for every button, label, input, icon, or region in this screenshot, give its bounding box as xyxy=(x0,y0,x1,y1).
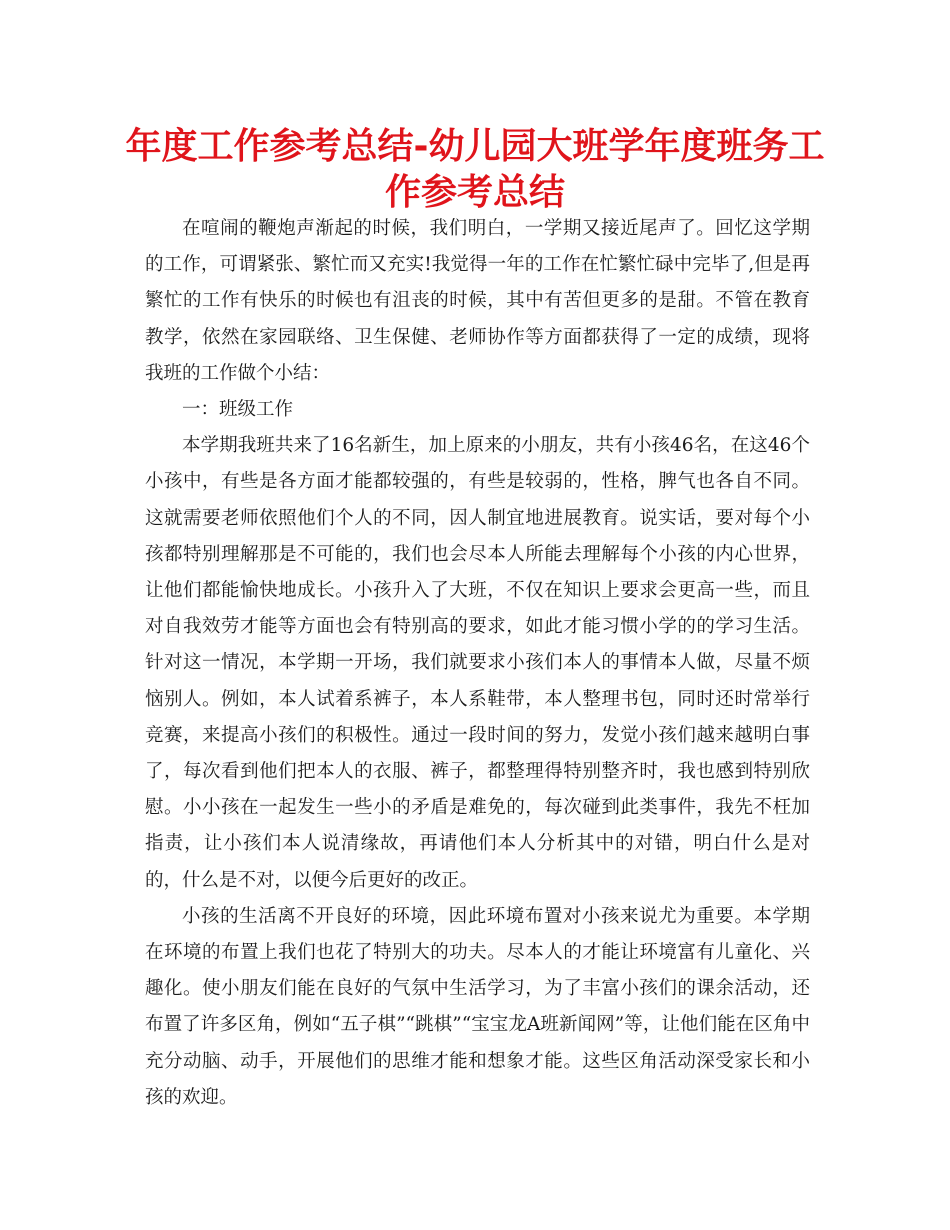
paragraph-environment: 小孩的生活离不开良好的环境，因此环境布置对小孩来说尤为重要。本学期在环境的布置上我们也花了特别大的功夫。尽本人的才能让环境富有儿童化、兴趣化。使小朋友们能在良好的气氛中生活学习，为了丰富小孩们的课余活动，还布置了许多区角，例如“五子棋”“跳棋”“宝宝龙A班新闻网”等，让他们能在区角中充分动脑、动手，开展他们的思维才能和想象才能。这些区角活动深受家长和小孩的欢迎。 xyxy=(145,905,810,1108)
section-heading-class-work: 一：班级工作 xyxy=(182,399,294,421)
paragraph-intro: 在喧闹的鞭炮声渐起的时候，我们明白，一学期又接近尾声了。回忆这学期的工作，可谓紧张、繁忙而又充实!我觉得一年的工作在忙繁忙碌中完毕了,但是再繁忙的工作有快乐的时候也有沮丧的时候，其中有苦但更多的是甜。不管在教育教学，依然在家园联络、卫生保健、老师协作等方面都获得了一定的成绩，现将我班的工作做个小结： xyxy=(145,218,810,384)
paragraph-class-work: 本学期我班共来了16名新生，加上原来的小朋友，共有小孩46名，在这46个小孩中，有些是各方面才能都较强的，有些是较弱的，性格，脾气也各自不同。这就需要老师依照他们个人的不同，因人制宜地进展教育。说实话，要对每个小孩都特别理解那是不可能的，我们也会尽本人所能去理解每个小孩的内心世界，让他们都能愉快地成长。小孩升入了大班，不仅在知识上要求会更高一些，而且对自我效劳才能等方面也会有特别高的要求，如此才能习惯小学的的学习生活。针对这一情况，本学期一开场，我们就要求小孩们本人的事情本人做，尽量不烦恼别人。例如，本人试着系裤子，本人系鞋带，本人整理书包，同时还时常举行竞赛，来提高小孩们的积极性。通过一段时间的努力，发觉小孩们越来越明白事了，每次看到他们把本人的衣服、裤子，都整理得特别整齐时，我也感到特别欣慰。小小孩在一起发生一些小的矛盾是难免的，每次碰到此类事件，我先不枉加指责，让小孩们本人说清缘故，再请他们本人分析其中的对错，明白什么是对的，什么是不对，以便今后更好的改正。 xyxy=(145,435,810,891)
document-body xyxy=(145,211,810,1116)
document-title: 年度工作参考总结-幼儿园大班学年度班务工作参考总结 xyxy=(125,126,825,213)
